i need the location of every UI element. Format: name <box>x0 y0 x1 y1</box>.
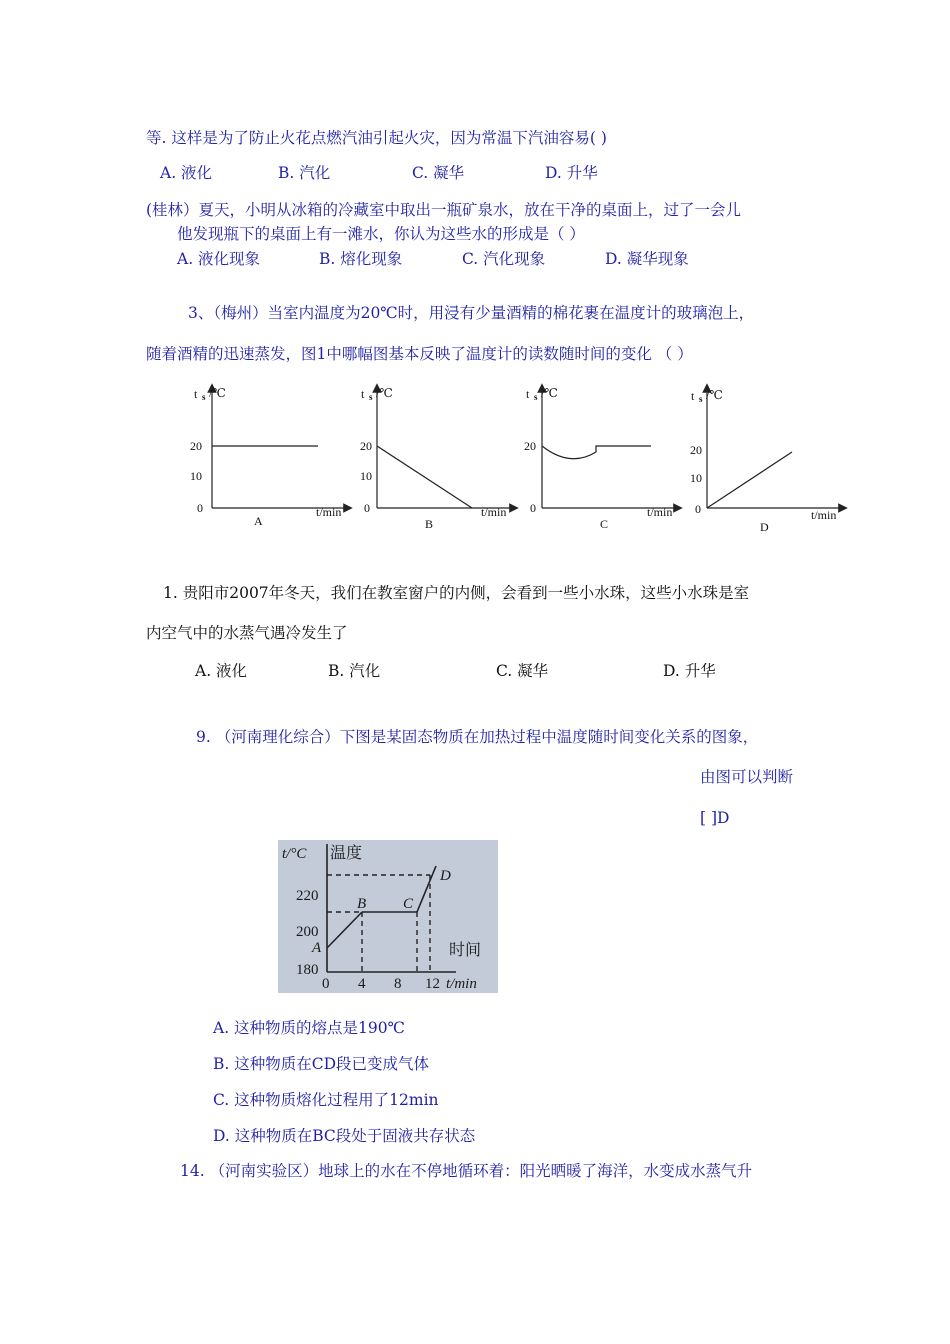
option-a: A. 液化现象 <box>177 250 261 268</box>
figure-ytick: 200 <box>296 924 319 940</box>
graph-a-ytick: 10 <box>190 469 202 483</box>
figure-point-d: D <box>440 868 451 884</box>
graph-b-line <box>377 446 472 508</box>
graph-a-ylabel: t <box>194 387 198 401</box>
question-3-line1: 3、（梅州）当室内温度为20℃时，用浸有少量酒精的棉花裹在温度计的玻璃泡上， <box>188 304 755 322</box>
figure-ytick: 180 <box>296 962 319 978</box>
figure-xlabel: t/min <box>446 976 477 992</box>
graph-c-line <box>542 446 651 459</box>
option-d: D. 升华 <box>545 164 598 182</box>
temperature-time-figure <box>278 840 498 993</box>
graph-b-ylabel: t <box>361 387 365 401</box>
graph-a-yunit: /℃ <box>209 386 226 400</box>
graph-b-yunit: /℃ <box>376 386 393 400</box>
graph-a-xlabel: t/min <box>316 505 342 519</box>
figure-xtick: 12 <box>425 976 440 992</box>
graph-d-xlabel: t/min <box>811 508 837 522</box>
question-9-line2: 由图可以判断 <box>700 768 794 786</box>
graph-c-ytick: 0 <box>530 501 536 515</box>
graph-a-ysub: s <box>202 392 206 402</box>
question-prev-line1: 等. 这样是为了防止火花点燃汽油引起火灾，因为常温下汽油容易( ) <box>146 129 607 147</box>
option-d: D. 升华 <box>663 662 716 680</box>
graph-d-yunit: /℃ <box>706 388 723 402</box>
graph-d-line <box>707 452 792 508</box>
option-b: B. 汽化 <box>328 662 381 680</box>
option-d: D. 这种物质在BC段处于固液共存状态 <box>213 1127 476 1145</box>
graph-d-ytick: 20 <box>690 443 702 457</box>
option-c: C. 凝华 <box>496 662 549 680</box>
graph-a-ytick: 0 <box>197 501 203 515</box>
graph-b-caption: B <box>425 517 434 531</box>
question-14-line1: 14. （河南实验区）地球上的水在不停地循环着：阳光晒暖了海洋，水变成水蒸气升 <box>180 1162 753 1180</box>
figure-ylabel: t/°C <box>282 846 307 862</box>
option-b: B. 熔化现象 <box>319 250 403 268</box>
graph-c-yunit: /℃ <box>541 386 558 400</box>
option-a: A. 液化 <box>160 164 213 182</box>
graph-b-ysub: s <box>369 392 373 402</box>
option-c: C. 凝华 <box>412 164 465 182</box>
graph-d-caption: D <box>760 520 769 534</box>
figure-xtick: 0 <box>322 976 330 992</box>
option-a: A. 液化 <box>195 662 248 680</box>
graphs-figure-1 <box>0 0 950 560</box>
graph-d-ylabel: t <box>691 389 695 403</box>
graph-b-xlabel: t/min <box>481 505 507 519</box>
figure-xtitle: 时间 <box>449 942 482 959</box>
graph-d-ysub: s <box>699 394 703 404</box>
graph-d-ytick: 0 <box>695 502 701 516</box>
option-b: B. 汽化 <box>278 164 331 182</box>
question-9-answer: [ ]D <box>700 809 730 827</box>
graph-a-ytick: 20 <box>190 439 202 453</box>
figure-point-a: A <box>312 940 322 956</box>
graph-c-ytick: 20 <box>524 439 536 453</box>
question-9-line1: 9. （河南理化综合）下图是某固态物质在加热过程中温度随时间变化关系的图象， <box>196 728 759 746</box>
graph-d-ytick: 10 <box>690 471 702 485</box>
figure-point-c: C <box>403 896 414 912</box>
option-c: C. 汽化现象 <box>462 250 546 268</box>
option-a: A. 这种物质的熔点是190℃ <box>213 1019 405 1037</box>
graph-b-ytick: 20 <box>360 439 372 453</box>
graph-c-xlabel: t/min <box>647 505 673 519</box>
graph-b-ytick: 0 <box>364 501 370 515</box>
figure-ytitle: 温度 <box>330 845 363 862</box>
figure-ytick: 220 <box>296 888 319 904</box>
option-d: D. 凝华现象 <box>605 250 689 268</box>
question-guilin-line2: 他发现瓶下的桌面上有一滩水，你认为这些水的形成是（ ） <box>177 225 585 243</box>
option-b: B. 这种物质在CD段已变成气体 <box>213 1055 430 1073</box>
graph-c-ysub: s <box>534 392 538 402</box>
figure-xtick: 4 <box>358 976 366 992</box>
figure-xtick: 8 <box>394 976 402 992</box>
graph-c-caption: C <box>600 517 609 531</box>
option-c: C. 这种物质熔化过程用了12min <box>213 1091 439 1109</box>
question-3-line2: 随着酒精的迅速蒸发，图1中哪幅图基本反映了温度计的读数随时间的变化 （ ） <box>146 345 693 363</box>
figure-point-b: B <box>357 896 367 912</box>
graph-a-caption: A <box>254 514 263 528</box>
question-1-line1: 1. 贵阳市2007年冬天，我们在教室窗户的内侧，会看到一些小水珠，这些小水珠是室 <box>163 584 750 602</box>
graph-b-ytick: 10 <box>360 469 372 483</box>
question-1-line2: 内空气中的水蒸气遇冷发生了 <box>146 624 348 642</box>
graph-c-ylabel: t <box>526 387 530 401</box>
question-guilin-line1: (桂林）夏天，小明从冰箱的冷藏室中取出一瓶矿泉水，放在干净的桌面上，过了一会儿 <box>146 201 742 219</box>
